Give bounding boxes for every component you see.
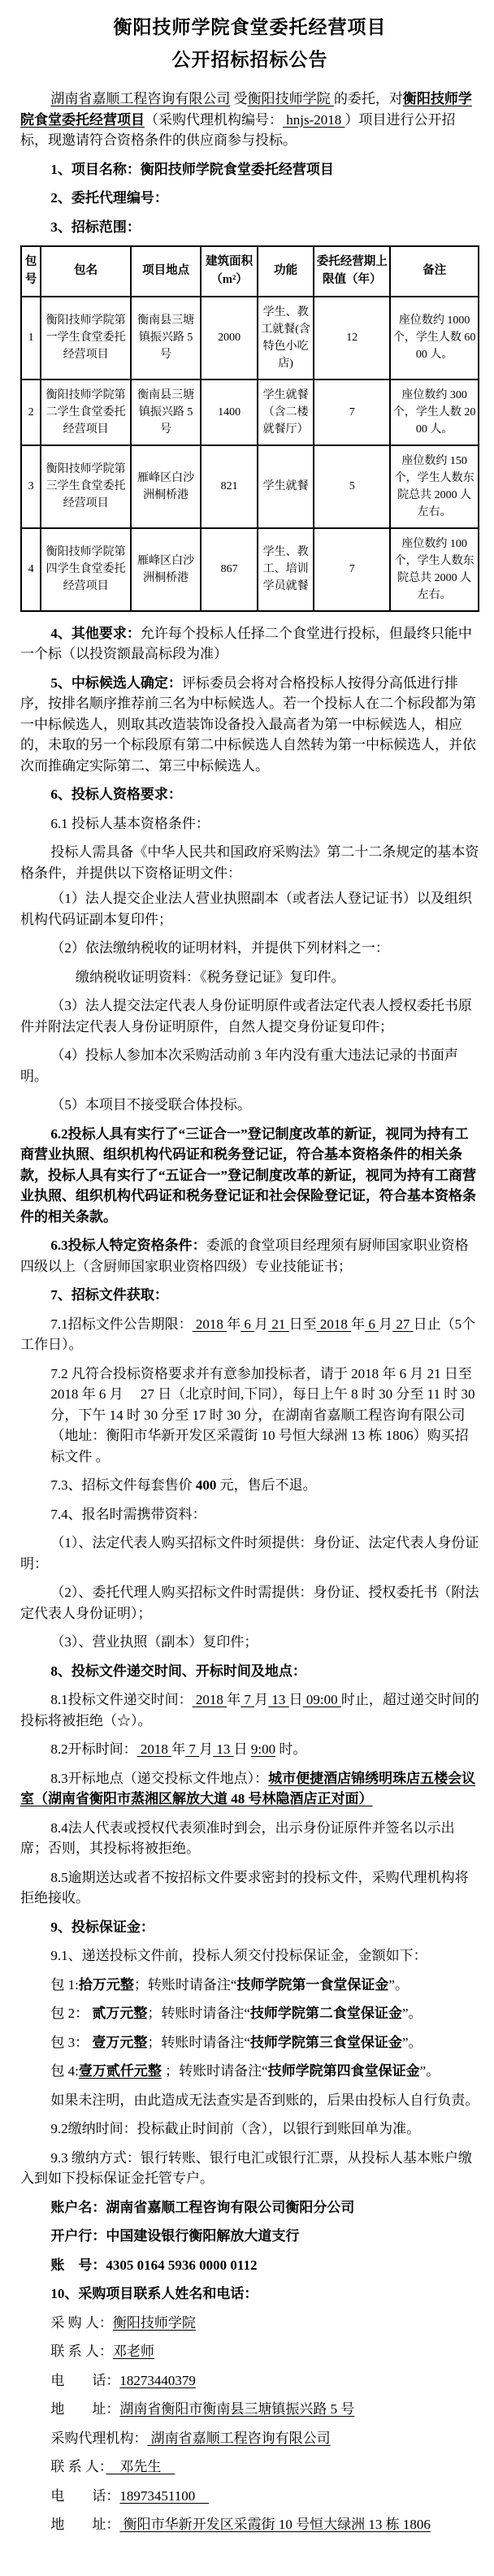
text-segment: 年 <box>351 1316 366 1332</box>
text-segment: 壹万元整 <box>92 2034 148 2050</box>
paragraph <box>50 1364 479 1468</box>
text-segment: 7.3、招标文件每套售价 <box>50 1477 196 1494</box>
paragraph <box>20 2399 479 2420</box>
text-segment: （1）、法定代表人购买招标文件时须提供：身份证、法定代表人身份证明： <box>20 1535 479 1572</box>
paragraph <box>20 188 479 209</box>
paragraph <box>20 1975 479 1996</box>
text-segment: 9.2缴纳时间：投标截止时间前（含），以银行到账回单为准。 <box>50 2121 421 2137</box>
text-segment: 6.2投标人具有实行了“三证合一”登记制度改革的新证，视同为持有工商营业执照、组织机构代码证和税务登记证，符合基本资格条件的相关条款，投标人具有实行了“五证合一”登记制度改革的新证，视同为持有工商营业执照、组织机构代码证和税务登记证和社会保险登记证，符合基本资格条件的相关条款。 <box>20 1125 476 1225</box>
table-cell: 7 <box>314 379 390 445</box>
text-segment: 8.5逾期送达或者不按招标文件要求密封的投标文件，采购代理机构将拒绝接收。 <box>20 1869 469 1906</box>
text-segment: 受 <box>230 91 248 107</box>
paragraph <box>20 2313 479 2334</box>
paragraph <box>20 2370 479 2392</box>
text-segment: 技师学院第四食堂保证金 <box>267 2063 420 2079</box>
table-cell: 2000 <box>201 297 258 379</box>
paragraph <box>20 1504 479 1525</box>
table-cell: 7 <box>314 528 390 611</box>
paragraph <box>20 2032 479 2053</box>
text-segment: 湖南省衡阳市衡南县三塘镇振兴路 5 号 <box>119 2401 355 2418</box>
text-segment: 年 <box>227 1316 241 1332</box>
text-segment: ）项目进行公开招标，现邀请符合资格条件的供应商参与投标。 <box>20 111 456 149</box>
table-cell: 821 <box>201 445 258 528</box>
table-header-cell: 备注 <box>390 246 479 297</box>
text-segment: 采购代理机构： <box>50 2430 148 2446</box>
text-segment: 采 购 人： <box>50 2314 113 2331</box>
paragraph <box>20 2428 479 2449</box>
table-row <box>21 379 479 445</box>
paragraph <box>20 1768 479 1810</box>
paragraph <box>20 967 479 988</box>
text-segment: （2）依法缴纳税收的证明材料，并提供下列材料之一： <box>50 940 389 956</box>
table-cell: 2 <box>21 379 41 445</box>
text-segment: 13 <box>268 1692 289 1708</box>
body-sections <box>20 623 479 2535</box>
table-cell: 5 <box>314 445 390 528</box>
text-segment: 月 <box>254 1692 269 1708</box>
text-segment: 8.3开标地点（递交投标文件地点）： <box>50 1770 269 1786</box>
paragraph <box>20 1689 479 1731</box>
table-row <box>21 297 479 379</box>
table-cell: 学生就餐 <box>258 445 314 528</box>
paragraph <box>20 217 479 238</box>
text-segment: 年 <box>171 1741 186 1758</box>
text-segment: 9:00 <box>250 1741 276 1758</box>
text-segment: 电 话： <box>50 2487 120 2504</box>
text-segment: 衡阳技师学院食堂委托经营项目 <box>20 91 472 128</box>
text-segment: 7、招标文件获取： <box>50 1287 168 1303</box>
paragraph <box>20 89 479 151</box>
text-segment: 2018 <box>192 1692 228 1708</box>
pre-table-section <box>20 159 479 238</box>
paragraph <box>20 842 479 883</box>
table-cell: 学生、教工、培训学员就餐 <box>258 528 314 611</box>
text-segment: 电 话： <box>50 2372 120 2388</box>
text-segment: 城市便捷酒店锦绣明珠店五楼会议室（湖南省衡阳市蒸湘区解放大道 48 号林隐酒店正对面） <box>20 1770 476 1807</box>
text-segment: 包 3： <box>50 2034 93 2050</box>
text-segment: （3）法人提交法定代表人身份证明原件或者法定代表人授权委托书原件并附法定代表人身份证明原件，自然人提交身份证复印件； <box>20 998 472 1034</box>
text-segment: 包 1: <box>50 1976 79 1993</box>
paragraph <box>20 2514 479 2535</box>
text-segment: ”。 <box>401 2006 422 2022</box>
text-segment: 7.1招标文件公告期限： <box>50 1316 193 1332</box>
text-segment: 衡阳技师学院 <box>112 2314 196 2331</box>
paragraph <box>20 2148 479 2189</box>
text-segment: 10、采购项目联系人姓名和电话： <box>50 2286 258 2302</box>
table-cell: 雁峰区白沙洲桐桥港 <box>131 528 201 611</box>
text-segment: （3）、营业执照（副本）复印件； <box>50 1634 258 1650</box>
text-segment: 400 <box>195 1477 217 1494</box>
paragraph <box>20 813 479 835</box>
text-segment: 时。 <box>275 1741 307 1758</box>
table-header-row <box>21 246 479 297</box>
paragraph <box>20 2118 479 2140</box>
text-segment: （2）、委托代理人购买招标文件时需提供：身份证、授权委托书（附法定代表人身份证明）； <box>20 1585 479 1621</box>
text-segment: 衡阳市华新开发区采霞街 10 号恒大绿洲 13 栋 1806 <box>119 2517 431 2533</box>
text-segment: （4）投标人参加本次采购活动前 3 年内没有重大违法记录的书面声明。 <box>20 1047 458 1084</box>
table-cell: 学生、教工就餐(含特色小吃店) <box>258 297 314 379</box>
table-row <box>21 528 479 611</box>
text-segment: 湖南省嘉顺工程咨询有限公司 <box>147 2430 331 2446</box>
text-segment: 委派的食堂项目经理须有厨师国家职业资格四级以上（含厨师国家职业资格四级）专业技能证书； <box>20 1238 469 1274</box>
text-segment: 包 4: <box>50 2063 79 2079</box>
text-segment: 5、中标候选人确定： <box>50 674 182 691</box>
text-segment: 拾万元整 <box>78 1976 134 1993</box>
text-segment: 地 址： <box>50 2517 120 2533</box>
text-segment: 地 址： <box>50 2401 120 2418</box>
paragraph <box>20 2457 479 2478</box>
table-cell: 1400 <box>201 379 258 445</box>
table-cell: 衡阳技师学院第一学生食堂委托经营项目 <box>41 297 131 379</box>
text-segment: ；转账时请备注“ <box>147 2034 250 2050</box>
text-segment: 时止，超过递交时间的投标将被拒绝（☆）。 <box>20 1692 479 1728</box>
text-segment: （5）本项目不接受联合体投标。 <box>50 1097 251 1113</box>
paragraph <box>20 1124 479 1228</box>
text-segment: ”。 <box>388 1976 409 1993</box>
document-content <box>20 89 479 2535</box>
paragraph <box>20 938 479 959</box>
text-segment: （采购代理机构编号： <box>145 111 283 128</box>
paragraph <box>20 1917 479 1938</box>
table-cell: 座位数约 150 个，学生人数东院总共 2000 人左右。 <box>390 445 479 528</box>
paragraph <box>20 159 479 180</box>
paragraph <box>20 995 479 1037</box>
table-cell: 4 <box>21 528 41 611</box>
text-segment: 湖南省嘉顺工程咨询有限公司 <box>50 91 231 107</box>
text-segment: 9.1、递送投标文件前，投标人须交付投标保证金，金额如下： <box>50 1948 427 1964</box>
paragraph <box>20 784 479 805</box>
text-segment: 账户名：湖南省嘉顺工程咨询有限公司衡阳分公司 <box>50 2199 355 2215</box>
text-segment: 投标人需具备《中华人民共和国政府采购法》第二十二条规定的基本资格条件，并提供以下资格证明文件： <box>20 844 479 881</box>
paragraph <box>20 1475 479 1496</box>
text-segment: 2018 <box>316 1316 352 1332</box>
text-segment: 4、其他要求： <box>50 625 141 641</box>
text-segment: 评标委员会将对合格投标人按得分高低进行排序，按排名顺序推荐前三名为中标候选人。若一个投标人在二个标段都为第一中标候选人，则取其改造装饰设备投入最高者为第一中标候选人，相应的，未取的另一个标段原有第二中标候选人自然转为第一中标候选人，并依次而推确定实际第二、第三中标候选人。 <box>20 674 476 774</box>
table-header-cell: 功能 <box>258 246 314 297</box>
text-segment: 技师学院第一食堂保证金 <box>236 1976 389 1993</box>
bid-scope-table <box>20 245 479 612</box>
text-segment: 8.1投标文件递交时间： <box>50 1692 193 1708</box>
text-segment: 的委托，对 <box>333 91 403 107</box>
text-segment: 邓先生 <box>106 2459 176 2475</box>
paragraph <box>20 1095 479 1116</box>
table-cell: 衡南县三塘镇振兴路 5 号 <box>131 297 201 379</box>
text-segment: 27 <box>392 1316 414 1332</box>
paragraph <box>20 2090 479 2111</box>
text-segment: 月 <box>199 1741 214 1758</box>
text-segment: ；转账时请备注“ <box>161 2063 268 2079</box>
text-segment: hnjs-2018 <box>283 111 345 128</box>
table-header-cell: 包名 <box>41 246 131 297</box>
paragraph <box>20 1314 479 1355</box>
paragraph <box>20 1582 479 1624</box>
text-segment: 2018 <box>192 1316 228 1332</box>
text-segment: （1）法人提交企业法人营业执照副本（或者法人登记证书）以及组织机构代码证副本复印件； <box>20 891 472 927</box>
paragraph <box>20 1285 479 1306</box>
paragraph <box>20 623 479 665</box>
text-segment: 6 <box>240 1316 255 1332</box>
table-header-cell: 项目地点 <box>131 246 201 297</box>
table-row <box>21 445 479 528</box>
text-segment: 3、招标范围： <box>50 219 141 235</box>
paragraph <box>20 1945 479 1967</box>
paragraph <box>20 1867 479 1909</box>
text-segment: 7 <box>185 1741 200 1758</box>
paragraph <box>20 2486 479 2507</box>
text-segment: 技师学院第二食堂保证金 <box>249 2006 402 2022</box>
text-segment: 09:00 <box>302 1692 341 1708</box>
text-segment: 18973451100 <box>119 2487 210 2504</box>
text-segment: 9.3 缴纳方式：银行转账、银行电汇或银行汇票，从投标人基本账户缴入到如下投标保证金托管专户。 <box>20 2149 472 2187</box>
text-segment: 缴纳税收证明资料：《税务登记证》复印件。 <box>76 969 345 985</box>
text-segment: 日至 <box>288 1316 317 1332</box>
text-segment: 邓老师 <box>112 2344 154 2360</box>
paragraph <box>20 1235 479 1277</box>
paragraph <box>20 2283 479 2305</box>
table-cell: 867 <box>201 528 258 611</box>
text-segment: 贰万元整 <box>92 2006 148 2022</box>
table-header-cell: 委托经营期上限值（年） <box>314 246 390 297</box>
text-segment: 衡阳技师学院 <box>247 91 334 107</box>
text-segment: 2018 <box>136 1741 172 1758</box>
text-segment: 壹万贰仟元整 <box>78 2063 162 2079</box>
table-header-cell: 建筑面积（m²） <box>201 246 258 297</box>
text-segment: 月 <box>379 1316 393 1332</box>
text-segment: 8、投标文件递交时间、开标时间及地点： <box>50 1663 306 1679</box>
paragraph <box>20 2061 479 2082</box>
text-segment: 2、委托代理编号： <box>50 190 168 206</box>
text-segment: 8.2开标时间： <box>50 1741 137 1758</box>
text-segment: 日止（5个工作日）。 <box>20 1316 476 1353</box>
text-segment: 联 系 人： <box>50 2344 113 2360</box>
text-segment: 日 <box>233 1741 251 1758</box>
paragraph <box>20 1818 479 1859</box>
text-segment: 包 2： <box>50 2006 93 2022</box>
text-segment: 6.1 投标人基本资格条件： <box>50 815 210 831</box>
text-segment: 7.2 凡符合投标资格要求并有意参加投标者，请于 2018 年 6 月 21 日至 2018 年 6 月 27 日（北京时间,下同），每日上午 8 时 30 分至 11 时 30 分，下午 14 时 30 分至 17 时 30 分，在湖南省嘉顺工程咨询有限公司（地址：衡阳市华新开发区采霞街 10 号恒大绿洲 13 栋 1806）购买招标文件 。 <box>50 1365 475 1464</box>
text-segment: 账 号：4305 0164 5936 0000 0112 <box>50 2257 258 2273</box>
paragraph <box>20 673 479 777</box>
text-segment: 联 系 人： <box>50 2459 106 2475</box>
paragraph <box>20 1661 479 1682</box>
paragraph <box>20 2341 479 2362</box>
text-segment: 1、项目名称：衡阳技师学院食堂委托经营项目 <box>50 161 334 177</box>
text-segment: 6.3投标人特定资格条件： <box>50 1238 206 1254</box>
text-segment: 9、投标保证金： <box>50 1919 154 1935</box>
table-cell: 衡阳技师学院第二学生食堂委托经营项目 <box>41 379 131 445</box>
text-segment: ”。 <box>419 2063 440 2079</box>
paragraph <box>20 2226 479 2247</box>
text-segment: 8.4法人代表或授权代表须准时到会，出示身份证原件并签名以示出席；否则，其投标将被拒绝。 <box>20 1819 455 1857</box>
table-cell: 衡阳技师学院第四学生食堂委托经营项目 <box>41 528 131 611</box>
table-cell: 衡南县三塘镇振兴路 5 号 <box>131 379 201 445</box>
table-cell: 12 <box>314 297 390 379</box>
text-segment: ”。 <box>401 2034 422 2050</box>
text-segment: 年 <box>227 1692 241 1708</box>
table-header-cell: 包号 <box>21 246 41 297</box>
table-cell: 1 <box>21 297 41 379</box>
text-segment: 13 <box>213 1741 234 1758</box>
table-cell: 衡阳技师学院第三学生食堂委托经营项目 <box>41 445 131 528</box>
paragraph <box>20 888 479 930</box>
text-segment: 技师学院第三食堂保证金 <box>249 2034 402 2050</box>
text-segment: 月 <box>254 1316 269 1332</box>
table-cell: 座位数约 100 个，学生人数东院总共 2000 人左右。 <box>390 528 479 611</box>
text-segment: ；转账时请备注“ <box>147 2006 250 2022</box>
paragraph <box>20 1739 479 1760</box>
paragraph <box>20 1533 479 1574</box>
text-segment: 如果未注明，由此造成无法查实是否到账的，后果由投标人自行负责。 <box>50 2092 479 2108</box>
text-segment: ；转账时请备注“ <box>133 1976 237 1993</box>
table-cell: 雁峰区白沙洲桐桥港 <box>131 445 201 528</box>
paragraph <box>20 2255 479 2276</box>
paragraph <box>20 1632 479 1653</box>
text-segment: 7.4、报名时需携带资料： <box>50 1506 206 1522</box>
page-title-line2: 公开招标招标公告 <box>171 49 328 70</box>
text-segment: 允许每个投标人任择二个食堂进行投标，但最终只能中一个标（以投资额最高标段为准） <box>20 625 472 662</box>
text-segment: 元，售后不退。 <box>216 1477 317 1494</box>
page-title-line1: 衡阳技师学院食堂委托经营项目 <box>113 17 387 37</box>
table-cell: 座位数约 1000 个，学生人数 6000 人。 <box>390 297 479 379</box>
text-segment: 7 <box>240 1692 255 1708</box>
table-cell: 学生就餐（含二楼就餐厅） <box>258 379 314 445</box>
text-segment: 日 <box>288 1692 303 1708</box>
text-segment: 6、投标人资格要求： <box>50 787 182 803</box>
text-segment: 开户行：中国建设银行衡阳解放大道支行 <box>50 2228 300 2244</box>
text-segment: 6 <box>365 1316 379 1332</box>
paragraph <box>20 2003 479 2024</box>
text-segment: 21 <box>268 1316 289 1332</box>
paragraph <box>20 2197 479 2218</box>
table-cell: 座位数约 300 个，学生人数 2000 人。 <box>390 379 479 445</box>
text-segment: 18273440379 <box>119 2372 196 2388</box>
table-cell: 3 <box>21 445 41 528</box>
paragraph <box>20 1045 479 1086</box>
intro-section <box>20 89 479 151</box>
